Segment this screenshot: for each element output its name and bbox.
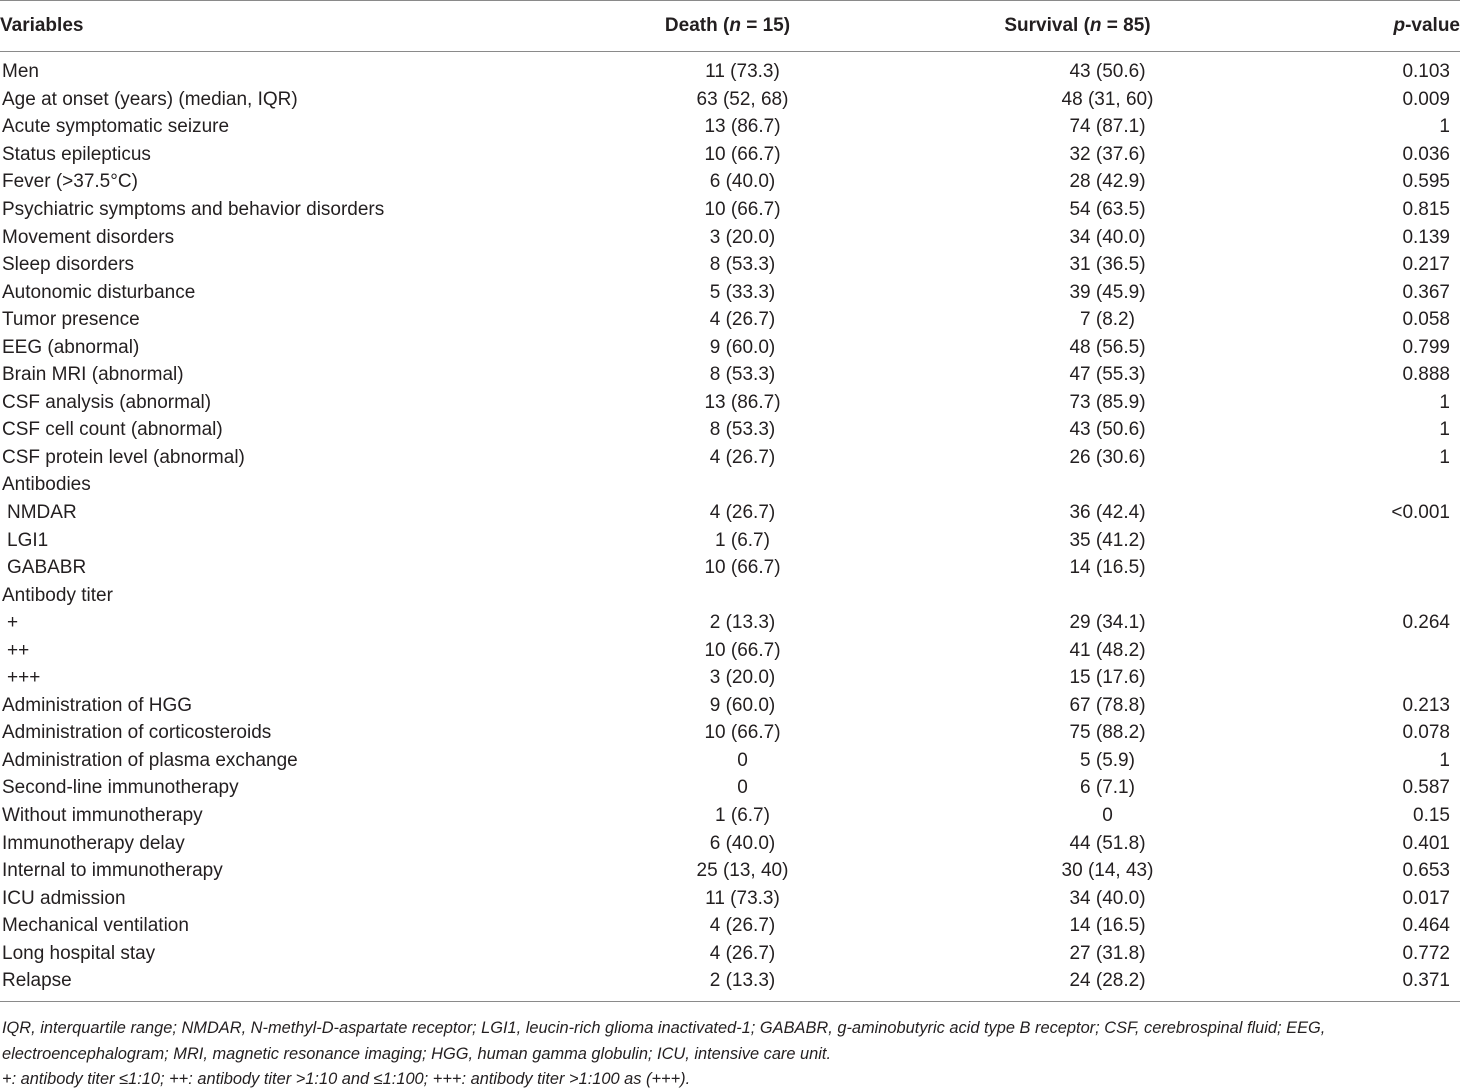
- p-value-cell: 0.009: [1402, 88, 1450, 110]
- survival-cell: 31 (36.5): [1069, 254, 1146, 276]
- survival-cell: 74 (87.1): [1069, 116, 1146, 138]
- survival-cell: 75 (88.2): [1069, 722, 1146, 744]
- death-cell: 10 (66.7): [704, 199, 781, 220]
- table-row: [0, 664, 1460, 692]
- table-row: [0, 52, 1460, 86]
- variable-cell: CSF analysis (abnormal): [2, 391, 212, 413]
- p-value-cell: 0.367: [1402, 281, 1450, 303]
- survival-cell: 48 (56.5): [1069, 336, 1146, 358]
- survival-cell: 67 (78.8): [1069, 694, 1146, 716]
- variable-cell: Tumor presence: [2, 309, 140, 331]
- variable-cell: Immunotherapy delay: [2, 832, 185, 854]
- table-row: [0, 857, 1460, 885]
- death-cell: 5 (33.3): [709, 281, 776, 303]
- survival-cell: 24 (28.2): [895, 967, 1260, 1001]
- survival-cell: 14 (16.5): [1069, 557, 1146, 579]
- death-cell: 9 (60.0): [709, 336, 776, 358]
- variable-cell: Internal to immunotherapy: [2, 860, 223, 882]
- p-value-cell: 0.464: [1402, 915, 1450, 937]
- p-value-cell: [1260, 636, 1460, 664]
- variable-cell: Administration of HGG: [2, 694, 193, 716]
- death-cell: 6 (40.0): [709, 832, 776, 854]
- survival-cell: 39 (45.9): [1069, 281, 1146, 303]
- variable-cell: Without immunotherapy: [2, 805, 203, 827]
- death-cell: 4 (26.7): [709, 446, 776, 468]
- variable-cell: Autonomic disturbance: [2, 281, 196, 303]
- header-survival: Survival (n = 85): [895, 1, 1260, 52]
- survival-cell: 43 (50.6): [1069, 61, 1146, 83]
- p-value-cell: 0.017: [1402, 887, 1450, 909]
- death-cell: [560, 581, 895, 609]
- variable-cell: CSF protein level (abnormal): [2, 446, 245, 468]
- survival-cell: 34 (40.0): [1069, 226, 1146, 248]
- death-cell: 10 (66.7): [704, 143, 781, 165]
- variable-cell: Long hospital stay: [2, 942, 156, 964]
- p-value-cell: <0.001: [1391, 502, 1450, 524]
- death-cell: 1 (6.7): [715, 529, 770, 551]
- p-value-cell: 0.371: [1260, 967, 1460, 1001]
- survival-cell: [895, 581, 1260, 609]
- p-value-cell: 0.595: [1402, 171, 1450, 193]
- death-cell: 10 (66.7): [704, 557, 781, 579]
- p-value-cell: 0.213: [1402, 694, 1450, 716]
- variable-cell: Sleep disorders: [2, 254, 135, 276]
- table-row: [0, 444, 1460, 472]
- footnote-titer: +: antibody titer ≤1:10; ++: antibody titer >1:10 and ≤1:100; +++: antibody titer >1:100 as (+++).: [2, 1070, 691, 1088]
- table-row: [0, 884, 1460, 912]
- survival-cell: 41 (48.2): [1069, 639, 1146, 661]
- survival-cell: 15 (17.6): [1069, 667, 1146, 689]
- header-death: Death (n = 15): [560, 1, 895, 52]
- variable-cell: EEG (abnormal): [2, 336, 140, 358]
- death-cell: 13 (86.7): [704, 391, 781, 413]
- survival-cell: 35 (41.2): [1069, 529, 1146, 551]
- footnote-abbreviations: IQR, interquartile range; NMDAR, N-methyl-D-aspartate receptor; LGI1, leucin-rich glioma inactivated-1; GABABR, g-aminobutyric acid type B receptor; CSF, cerebrospinal fluid; EEG, electroencephalogram; MRI, magnetic resonance imaging; HGG, human gamma globulin; ICU, intensive care unit.: [2, 1019, 1326, 1063]
- p-value-cell: 0.078: [1402, 722, 1450, 744]
- table-row: [0, 581, 1460, 609]
- variable-cell: +: [7, 612, 19, 634]
- survival-cell: 7 (8.2): [1080, 309, 1135, 331]
- survival-cell: [895, 471, 1260, 499]
- p-value-cell: 1: [1439, 116, 1450, 138]
- p-value-cell: 1: [1439, 446, 1450, 468]
- death-cell: 0: [737, 749, 748, 771]
- death-cell: 4 (26.7): [709, 309, 776, 331]
- survival-cell: 32 (37.6): [1069, 143, 1146, 165]
- p-value-cell: 1: [1439, 419, 1450, 441]
- p-value-cell: 1: [1439, 391, 1450, 413]
- death-cell: 6 (40.0): [709, 171, 776, 193]
- variable-cell: Movement disorders: [2, 226, 175, 248]
- variable-cell: Acute symptomatic seizure: [2, 116, 230, 138]
- header-variables: Variables: [0, 1, 560, 52]
- death-cell: 11 (73.3): [705, 61, 780, 83]
- p-value-cell: 0.772: [1402, 942, 1450, 964]
- table-row: [0, 554, 1460, 582]
- survival-cell: 27 (31.8): [1069, 942, 1146, 964]
- death-cell: 3 (20.0): [709, 226, 776, 248]
- table-row: [0, 278, 1460, 306]
- p-value-cell: [1260, 471, 1460, 499]
- table-row: [0, 940, 1460, 968]
- death-cell: 1 (6.7): [715, 805, 770, 827]
- variable-cell: CSF cell count (abnormal): [2, 419, 223, 441]
- table-row: [0, 251, 1460, 279]
- table-row: [0, 719, 1460, 747]
- death-cell: 10 (66.7): [704, 639, 781, 661]
- death-cell: 2 (13.3): [560, 967, 895, 1001]
- variable-cell: Administration of plasma exchange: [2, 749, 298, 771]
- variable-cell: Second-line immunotherapy: [2, 777, 239, 799]
- header-p-value: p-value: [1260, 1, 1460, 52]
- table-row: [0, 168, 1460, 196]
- header-row: [0, 1, 1460, 52]
- survival-cell: 43 (50.6): [1069, 419, 1146, 441]
- survival-cell: 34 (40.0): [1069, 887, 1146, 909]
- death-cell: [560, 471, 895, 499]
- table-row: [0, 692, 1460, 720]
- table-row: [0, 416, 1460, 444]
- survival-cell: 0: [1102, 805, 1113, 827]
- variable-cell: Psychiatric symptoms and behavior disorders: [2, 199, 385, 220]
- variable-cell: +++: [7, 667, 41, 689]
- p-value-cell: 0.653: [1402, 860, 1450, 882]
- p-value-cell: 0.264: [1402, 612, 1450, 634]
- death-cell: 3 (20.0): [709, 667, 776, 689]
- variable-cell: Antibody titer: [2, 584, 113, 606]
- p-value-cell: [1260, 581, 1460, 609]
- death-cell: 4 (26.7): [709, 942, 776, 964]
- p-value-cell: 1: [1439, 749, 1450, 771]
- variable-cell: ++: [7, 639, 30, 661]
- variable-cell: Status epilepticus: [2, 143, 151, 165]
- p-value-cell: [1260, 664, 1460, 692]
- table-row: [0, 829, 1460, 857]
- death-cell: 13 (86.7): [704, 116, 781, 138]
- death-cell: 11 (73.3): [705, 887, 780, 909]
- survival-cell: 28 (42.9): [1069, 171, 1146, 193]
- survival-cell: 6 (7.1): [1080, 777, 1135, 799]
- table-row: [0, 361, 1460, 389]
- death-cell: 9 (60.0): [709, 694, 776, 716]
- survival-cell: 36 (42.4): [1069, 502, 1146, 524]
- p-value-cell: 0.217: [1402, 254, 1450, 276]
- death-cell: 0: [737, 777, 748, 799]
- variable-cell: Age at onset (years) (median, IQR): [2, 88, 298, 110]
- p-value-cell: 0.815: [1402, 199, 1450, 220]
- death-cell: 25 (13, 40): [696, 860, 789, 882]
- death-cell: 10 (66.7): [704, 722, 781, 744]
- variable-cell: Administration of corticosteroids: [2, 722, 272, 744]
- survival-cell: 14 (16.5): [1069, 915, 1146, 937]
- p-value-cell: 0.139: [1402, 226, 1450, 248]
- p-value-cell: [1260, 554, 1460, 582]
- variable-cell: Brain MRI (abnormal): [2, 364, 184, 386]
- survival-cell: 29 (34.1): [1069, 612, 1146, 634]
- p-value-cell: 0.587: [1402, 777, 1450, 799]
- p-value-cell: 0.15: [1413, 805, 1450, 827]
- table-row: [0, 306, 1460, 334]
- death-cell: 4 (26.7): [709, 502, 776, 524]
- table-row: [0, 747, 1460, 775]
- p-value-cell: [1260, 526, 1460, 554]
- variable-cell: Relapse: [0, 967, 560, 1001]
- variable-cell: Antibodies: [2, 474, 91, 496]
- p-value-cell: 0.401: [1402, 832, 1450, 854]
- variable-cell: GABABR: [7, 557, 87, 579]
- variable-cell: ICU admission: [2, 887, 126, 909]
- table-row: [0, 223, 1460, 251]
- table-row: [0, 333, 1460, 361]
- survival-cell: 73 (85.9): [1069, 391, 1146, 413]
- table-row: [0, 141, 1460, 169]
- variable-cell: Mechanical ventilation: [2, 915, 189, 937]
- survival-cell: 47 (55.3): [1069, 364, 1146, 386]
- table-row: [0, 967, 1460, 1001]
- p-value-cell: 0.103: [1402, 61, 1450, 83]
- table-row: [0, 609, 1460, 637]
- survival-cell: 5 (5.9): [1080, 749, 1135, 771]
- variable-cell: Fever (>37.5°C): [2, 171, 138, 193]
- survival-cell: 44 (51.8): [1069, 832, 1146, 854]
- table-row: [0, 196, 1460, 224]
- variable-cell: NMDAR: [7, 502, 77, 524]
- p-value-cell: 0.799: [1402, 336, 1450, 358]
- variable-cell: Men: [2, 61, 39, 83]
- table-row: [0, 774, 1460, 802]
- table-row: [0, 526, 1460, 554]
- survival-cell: 48 (31, 60): [1061, 88, 1154, 110]
- table-row: [0, 499, 1460, 527]
- death-cell: 4 (26.7): [709, 915, 776, 937]
- p-value-cell: 0.058: [1402, 309, 1450, 331]
- survival-cell: 30 (14, 43): [1061, 860, 1154, 882]
- survival-cell: 26 (30.6): [1069, 446, 1146, 468]
- table-row: [0, 636, 1460, 664]
- death-cell: 8 (53.3): [709, 364, 776, 386]
- death-cell: 63 (52, 68): [696, 88, 789, 110]
- table-row: [0, 86, 1460, 114]
- table-row: [0, 389, 1460, 417]
- p-value-cell: 0.888: [1402, 364, 1450, 386]
- death-cell: 8 (53.3): [709, 419, 776, 441]
- death-cell: 8 (53.3): [709, 254, 776, 276]
- variable-cell: LGI1: [7, 529, 49, 551]
- table-row: [0, 912, 1460, 940]
- table-body: [0, 52, 1460, 1002]
- table-row: [0, 471, 1460, 499]
- p-value-cell: 0.036: [1402, 143, 1450, 165]
- survival-cell: 54 (63.5): [1069, 199, 1146, 220]
- table-row: [0, 113, 1460, 141]
- death-cell: 2 (13.3): [709, 612, 776, 634]
- table-row: [0, 802, 1460, 830]
